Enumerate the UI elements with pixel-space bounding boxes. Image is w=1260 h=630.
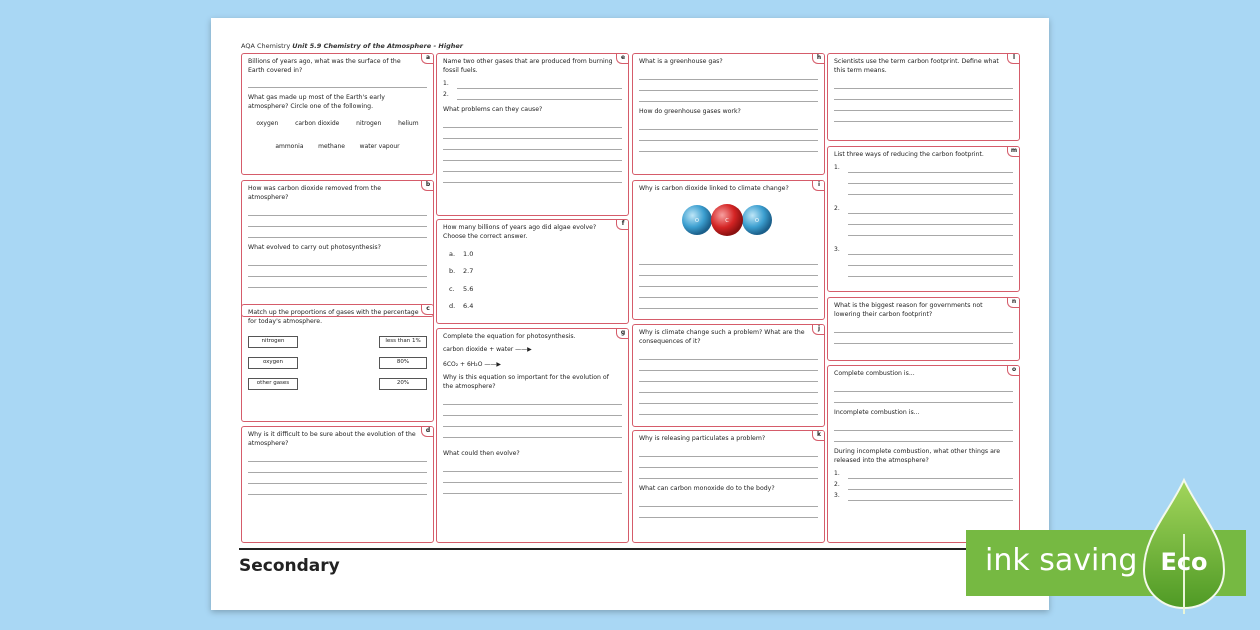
question-text: What is a greenhouse gas? xyxy=(639,58,723,65)
box-tab-g: g xyxy=(616,328,629,339)
question-box-n xyxy=(827,297,1020,361)
footer-divider xyxy=(239,548,1024,550)
question-text: How many billions of years ago did algae evolve? Choose the correct answer. xyxy=(443,224,597,240)
box-tab-l: l xyxy=(1007,53,1020,64)
answer-option[interactable]: c. 5.6 xyxy=(449,284,474,293)
question-box-i xyxy=(632,180,825,320)
box-tab-a: a xyxy=(421,53,434,64)
worksheet-header: AQA Chemistry Unit 5.9 Chemistry of the Atmosphere - Higher xyxy=(241,42,463,50)
question-text: Incomplete combustion is... xyxy=(834,408,920,416)
question-box-j xyxy=(632,324,825,427)
question-text: What could then evolve? xyxy=(443,450,520,458)
question-text: Name two other gases that are produced from burning fossil fuels. xyxy=(443,58,613,74)
atom-label: C xyxy=(725,218,729,224)
question-text: What gas made up most of the Earth's early atmosphere? Circle one of the following. xyxy=(248,93,385,110)
answer-option[interactable]: a. 1.0 xyxy=(449,249,474,258)
question-text: List three ways of reducing the carbon footprint. xyxy=(834,151,984,158)
question-box-e: e Name two other gases that are produced from burning fossil fuels. 1. 2. What problems can they cause? xyxy=(436,53,629,216)
match-left-box[interactable]: oxygen xyxy=(248,357,298,369)
word-option[interactable]: carbon dioxide xyxy=(295,119,340,127)
question-box-b xyxy=(241,180,434,317)
box-tab-h: h xyxy=(812,53,825,64)
box-tab-d: d xyxy=(421,426,434,437)
match-right-box[interactable]: 80% xyxy=(379,357,427,369)
question-text: What evolved to carry out photosynthesis? xyxy=(248,243,381,251)
question-text: Scientists use the term carbon footprint. Define what this term means. xyxy=(834,58,999,74)
atom-label: O xyxy=(695,218,699,224)
eco-label: Eco xyxy=(1160,548,1208,576)
word-option[interactable]: helium xyxy=(398,119,419,127)
question-text: Why is carbon dioxide linked to climate change? xyxy=(639,185,789,192)
equation-symbol: 6CO₂ + 6H₂O ——▶ xyxy=(443,360,501,368)
question-box-a xyxy=(241,53,434,175)
question-box-d xyxy=(241,426,434,543)
question-text: What can carbon monoxide do to the body? xyxy=(639,484,775,492)
box-tab-k: k xyxy=(812,430,825,441)
match-left-box[interactable]: other gases xyxy=(248,378,298,390)
question-box-m: m List three ways of reducing the carbon footprint. 1. 2. 3. xyxy=(827,146,1020,292)
question-box-k xyxy=(632,430,825,543)
atom-label: O xyxy=(755,218,759,224)
question-text: Billions of years ago, what was the surface of the Earth covered in? xyxy=(248,58,401,74)
box-tab-m: m xyxy=(1007,146,1020,157)
worksheet-page xyxy=(211,18,1049,610)
box-tab-n: n xyxy=(1007,297,1020,308)
answer-option[interactable]: b. 2.7 xyxy=(449,267,474,276)
word-option[interactable]: water vapour xyxy=(359,142,400,150)
eco-leaf-icon xyxy=(1138,474,1230,616)
question-box-f xyxy=(436,219,629,324)
word-option[interactable]: ammonia xyxy=(275,142,304,150)
question-box-h xyxy=(632,53,825,175)
question-text: How do greenhouse gases work? xyxy=(639,107,741,115)
word-options-row-2 xyxy=(268,143,407,152)
equation-word: carbon dioxide + water ——▶ xyxy=(443,345,532,353)
footer-label: Secondary xyxy=(239,556,340,576)
question-text: Why is this equation so important for the evolution of the atmosphere? xyxy=(443,374,609,391)
word-option[interactable]: oxygen xyxy=(256,119,279,127)
word-option[interactable]: nitrogen xyxy=(356,119,382,127)
answer-option[interactable]: d. 6.4 xyxy=(449,302,474,311)
box-tab-e: e xyxy=(616,53,629,64)
question-text: Complete the equation for photosynthesis. xyxy=(443,333,576,340)
co2-molecule-icon xyxy=(681,203,773,237)
question-text: During incomplete combustion, what other things are released into the atmosphere? xyxy=(834,447,1001,464)
question-box-g xyxy=(436,328,629,543)
question-box-l xyxy=(827,53,1020,141)
box-tab-o: o xyxy=(1007,365,1020,376)
question-text: Why is it difficult to be sure about the evolution of the atmosphere? xyxy=(248,431,416,447)
question-box-c xyxy=(241,304,434,422)
question-text: How was carbon dioxide removed from the atmosphere? xyxy=(248,185,382,201)
box-tab-c: c xyxy=(421,304,434,315)
question-text: Match up the proportions of gases with the percentage for today's atmosphere. xyxy=(248,309,419,325)
match-right-box[interactable]: 20% xyxy=(379,378,427,390)
box-tab-i: i xyxy=(812,180,825,191)
box-tab-f: f xyxy=(616,219,629,230)
match-left-box[interactable]: nitrogen xyxy=(248,336,298,348)
question-box-o: o Complete combustion is... Incomplete combustion is... During incomplete combustion, what other things are released into the atmosphere? 1. 2. 3. xyxy=(827,365,1020,543)
question-text: Why is releasing particulates a problem? xyxy=(639,435,766,442)
box-tab-b: b xyxy=(421,180,434,191)
word-options-row-1 xyxy=(248,120,427,129)
box-tab-j: j xyxy=(812,324,825,335)
question-text: What is the biggest reason for governments not lowering their carbon footprint? xyxy=(834,302,983,318)
question-text: Complete combustion is... xyxy=(834,370,915,377)
ink-saving-text: ink saving xyxy=(985,543,1138,578)
word-option[interactable]: methane xyxy=(318,142,346,150)
question-text: What problems can they cause? xyxy=(443,105,543,113)
match-right-box[interactable]: less than 1% xyxy=(379,336,427,348)
question-text: Why is climate change such a problem? What are the consequences of it? xyxy=(639,329,805,345)
